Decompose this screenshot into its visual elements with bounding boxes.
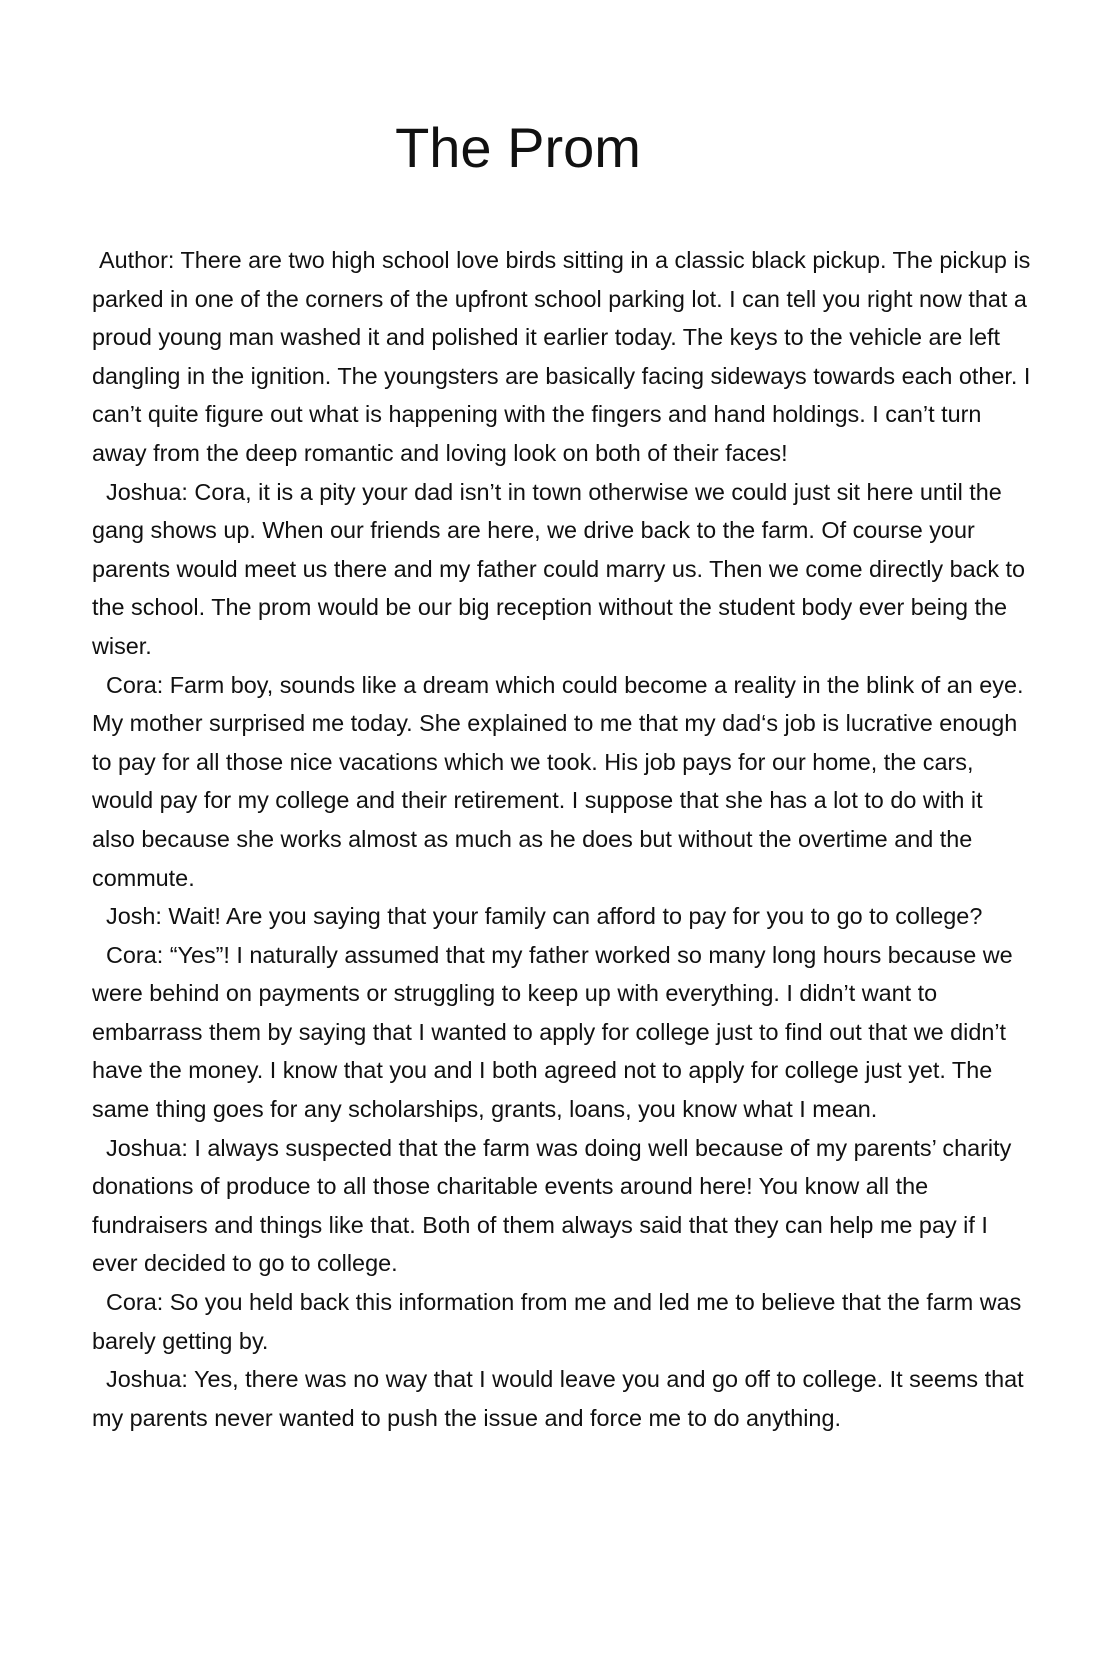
paragraph-joshua-3: Joshua: Yes, there was no way that I would leave you and go off to college. It seems that my parents never wanted to push the issue and force me to do anything.	[92, 1366, 1024, 1431]
paragraph-cora-3: Cora: So you held back this information from me and led me to believe that the farm was barely getting by.	[92, 1289, 1022, 1354]
paragraph-cora-2: Cora: “Yes”! I naturally assumed that my father worked so many long hours because we were behind on payments or struggling to keep up with everything. I didn’t want to embarrass them by saying that I wanted to apply for college just to find out that we didn’t have the money. I know that you and I both agreed not to apply for college just yet. The same thing goes for any scholarships, grants, loans, you know what I mean.	[92, 941, 1013, 1123]
paragraph-josh: Josh: Wait! Are you saying that your family can afford to pay for you to go to college?	[106, 903, 983, 930]
paragraph-joshua-1: Joshua: Cora, it is a pity your dad isn’t in town otherwise we could just sit here until the gang shows up. When our friends are here, we drive back to the farm. Of course your parents would meet us there and my father could marry us. Then we come directly back to the school. The prom would be our big reception without the student body ever being the wiser.	[92, 478, 1026, 659]
story-body	[92, 241, 1032, 1437]
paragraph-author: Author: There are two high school love birds sitting in a classic black pickup. The pickup is parked in one of the corners of the upfront school parking lot. I can tell you right now that a proud young man washed it and polished it earlier today. The keys to the vehicle are left dangling in the ignition. The youngsters are basically facing sideways towards each other. I can’t quite figure out what is happening with the fingers and hand holdings. I can’t turn away from the deep romantic and loving look on both of their faces!	[92, 247, 1031, 466]
paragraph-joshua-2: Joshua: I always suspected that the farm was doing well because of my parents’ charity donations of produce to all those charitable events around here! You know all the fundraisers and things like that. Both of them always said that they can help me pay if I ever decided to go to college.	[92, 1134, 1012, 1277]
page-title: The Prom	[395, 116, 641, 179]
paragraph-cora-1: Cora: Farm boy, sounds like a dream which could become a reality in the blink of an eye. My mother surprised me today. She explained to me that my dad‘s job is lucrative enough to pay for all those nice vacations which we took. His job pays for our home, the cars, would pay for my college and their retirement. I suppose that she has a lot to do with it also because she works almost as much as he does but without the overtime and the commute.	[92, 671, 1024, 891]
